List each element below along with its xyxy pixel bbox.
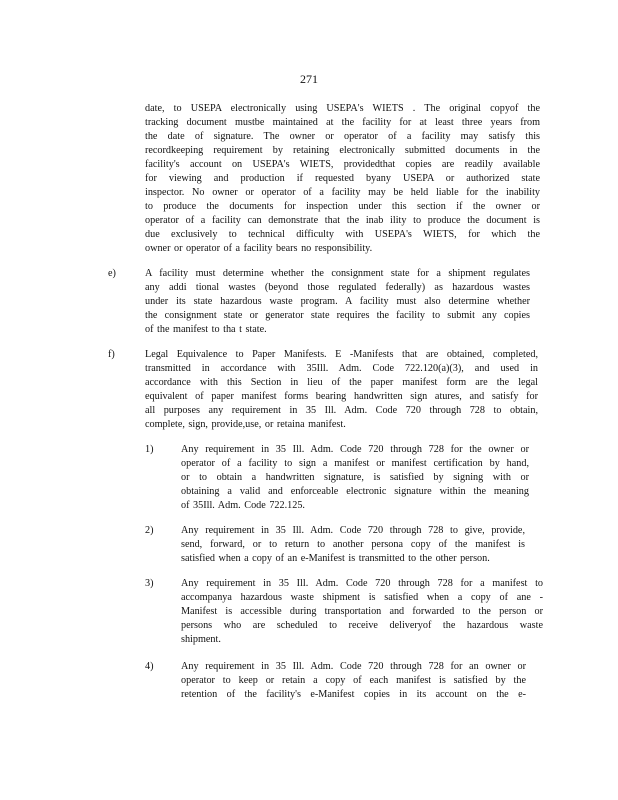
text-line: inspector. No owner or operator of a facility may be held liable for the inability bbox=[145, 187, 540, 198]
text-line: operator of a facility to sign a manifest or manifest certification by hand, bbox=[181, 458, 529, 469]
item-4-label: 4) bbox=[145, 661, 154, 672]
item-1-paragraph bbox=[181, 443, 529, 513]
text-line: A facility must determine whether the consignment state for a shipment regulates bbox=[145, 268, 530, 279]
text-line: to produce the documents for inspection under this section if the owner or bbox=[145, 201, 540, 212]
text-line: under its state hazardous waste program. A facility must also determine whether bbox=[145, 296, 530, 307]
text-line: equivalent of paper manifest forms bearing handwritten sign atures, and satisfy for bbox=[145, 391, 538, 402]
continuation-paragraph bbox=[145, 102, 540, 256]
text-line: accordance with this Section in lieu of the paper manifest form are the legal bbox=[145, 377, 538, 388]
text-line: of 35Ill. Adm. Code 722.125. bbox=[181, 500, 305, 511]
text-line: Any requirement in 35 Ill. Adm. Code 720 through 728 for a manifest to bbox=[181, 578, 543, 589]
text-line: shipment. bbox=[181, 634, 221, 645]
text-line: send, forward, or to return to another persona copy of the manifest is bbox=[181, 539, 525, 550]
text-line: tracking document mustbe maintained at the facility for at least three years from bbox=[145, 117, 540, 128]
text-line: all purposes any requirement in 35 Ill. Adm. Code 720 through 728 to obtain, bbox=[145, 405, 538, 416]
text-line: recordkeeping requirement by retaining electronically submitted documents in the bbox=[145, 145, 540, 156]
section-e-label: e) bbox=[108, 268, 116, 279]
text-line: Any requirement in 35 Ill. Adm. Code 720 through 728 for an owner or bbox=[181, 661, 526, 672]
section-e-paragraph bbox=[145, 267, 530, 337]
text-line: satisfied when a copy of an e-Manifest is transmitted to the other person. bbox=[181, 553, 490, 564]
item-4-paragraph bbox=[181, 660, 526, 702]
text-line: Any requirement in 35 Ill. Adm. Code 720 through 728 for the owner or bbox=[181, 444, 529, 455]
text-line: operator to keep or retain a copy of each manifest is satisfied by the bbox=[181, 675, 526, 686]
text-line: the consignment state or generator state requires the facility to submit any copies bbox=[145, 310, 530, 321]
section-f-paragraph bbox=[145, 348, 538, 432]
text-line: date, to USEPA electronically using USEPA's WIETS . The original copyof the bbox=[145, 103, 540, 114]
text-line: transmitted in accordance with 35Ill. Adm. Code 722.120(a)(3), and used in bbox=[145, 363, 538, 374]
text-line: retention of the facility's e-Manifest copies in its account on the e- bbox=[181, 689, 526, 700]
text-line: for viewing and production if requested byany USEPA or authorized state bbox=[145, 173, 540, 184]
text-line: the date of signature. The owner or operator of a facility may satisfy this bbox=[145, 131, 540, 142]
text-line: Manifest is accessible during transportation and forwarded to the person or bbox=[181, 606, 543, 617]
text-line: due exclusively to technical difficulty with USEPA's WIETS, for which the bbox=[145, 229, 540, 240]
item-2-label: 2) bbox=[145, 525, 154, 536]
text-line: persons who are scheduled to receive deliveryof the hazardous waste bbox=[181, 620, 543, 631]
item-3-label: 3) bbox=[145, 578, 154, 589]
text-line: facility's account on USEPA's WIETS, providedthat copies are readily available bbox=[145, 159, 540, 170]
item-1-label: 1) bbox=[145, 444, 154, 455]
item-3-paragraph bbox=[181, 577, 543, 647]
section-f-label: f) bbox=[108, 349, 115, 360]
text-line: owner or operator of a facility bears no responsibility. bbox=[145, 243, 373, 254]
text-line: complete, sign, provide,use, or retaina manifest. bbox=[145, 419, 346, 430]
text-line: of the manifest to tha t state. bbox=[145, 324, 267, 335]
text-line: accompanya hazardous waste shipment is satisfied when a copy of ane - bbox=[181, 592, 543, 603]
text-line: any addi tional wastes (beyond those regulated federally) as hazardous wastes bbox=[145, 282, 530, 293]
item-2-paragraph bbox=[181, 524, 525, 566]
text-line: Any requirement in 35 Ill. Adm. Code 720 through 728 to give, provide, bbox=[181, 525, 525, 536]
page-number: 271 bbox=[300, 72, 318, 86]
text-line: operator of a facility can demonstrate that the inab ility to produce the document is bbox=[145, 215, 540, 226]
text-line: or to obtain a handwritten signature, is satisfied by signing with or bbox=[181, 472, 529, 483]
text-line: obtaining a valid and enforceable electronic signature within the meaning bbox=[181, 486, 529, 497]
text-line: Legal Equivalence to Paper Manifests. E -Manifests that are obtained, completed, bbox=[145, 349, 538, 360]
